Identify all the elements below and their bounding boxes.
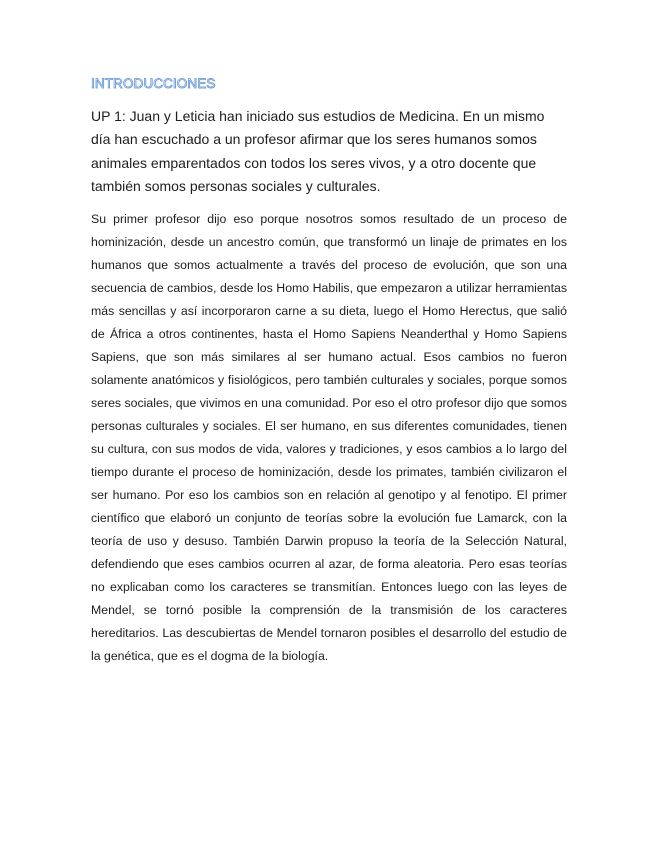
- intro-paragraph: UP 1: Juan y Leticia han iniciado sus estudios de Medicina. En un mismo día han escuchado a un profesor afirmar que los seres humanos somos animales emparentados con todos los seres vivos, y a otro docente que también somos personas sociales y culturales.: [91, 108, 545, 194]
- body-paragraph: Su primer profesor dijo eso porque nosotros somos resultado de un proceso de hominización, desde un ancestro común, que transformó un linaje de primates en los humanos que somos actualmente a través del proceso de evolución, que son una secuencia de cambios, desde los Homo Habilis, que empezaron a utilizar herramientas más sencillas y así incorporaron carne a su dieta, luego el Homo Herectus, que salió de África a otros continentes, hasta el Homo Sapiens Neanderthal y Homo Sapiens Sapiens, que son más similares al ser humano actual. Esos cambios no fueron solamente anatómicos y fisiológicos, pero también culturales y sociales, porque somos seres sociales, que vivimos en una comunidad. Por eso el otro profesor dijo que somos personas culturales y sociales. El ser humano, en sus diferentes comunidades, tienen su cultura, con sus modos de vida, valores y tradiciones, y esos cambios a lo largo del tiempo durante el proceso de hominización, desde los primates, también civilizaron el ser humano. Por eso los cambios son en relación al genotipo y al fenotipo. El primer científico que elaboró un conjunto de teorías sobre la evolución fue Lamarck, con la teoría de uso y desuso. También Darwin propuso la teoría de la Selección Natural, defendiendo que eses cambios ocurren al azar, de forma aleatoria. Pero esas teorías no explicaban como los caracteres se transmitían. Entonces luego con las leyes de Mendel, se tornó posible la comprensión de la transmisión de los caracteres hereditarios. Las descubiertas de Mendel tornaron posibles el desarrollo del estudio de la genética, que es el dogma de la biología.: [91, 212, 567, 663]
- section-heading: INTRODUCCIONES: [91, 76, 216, 91]
